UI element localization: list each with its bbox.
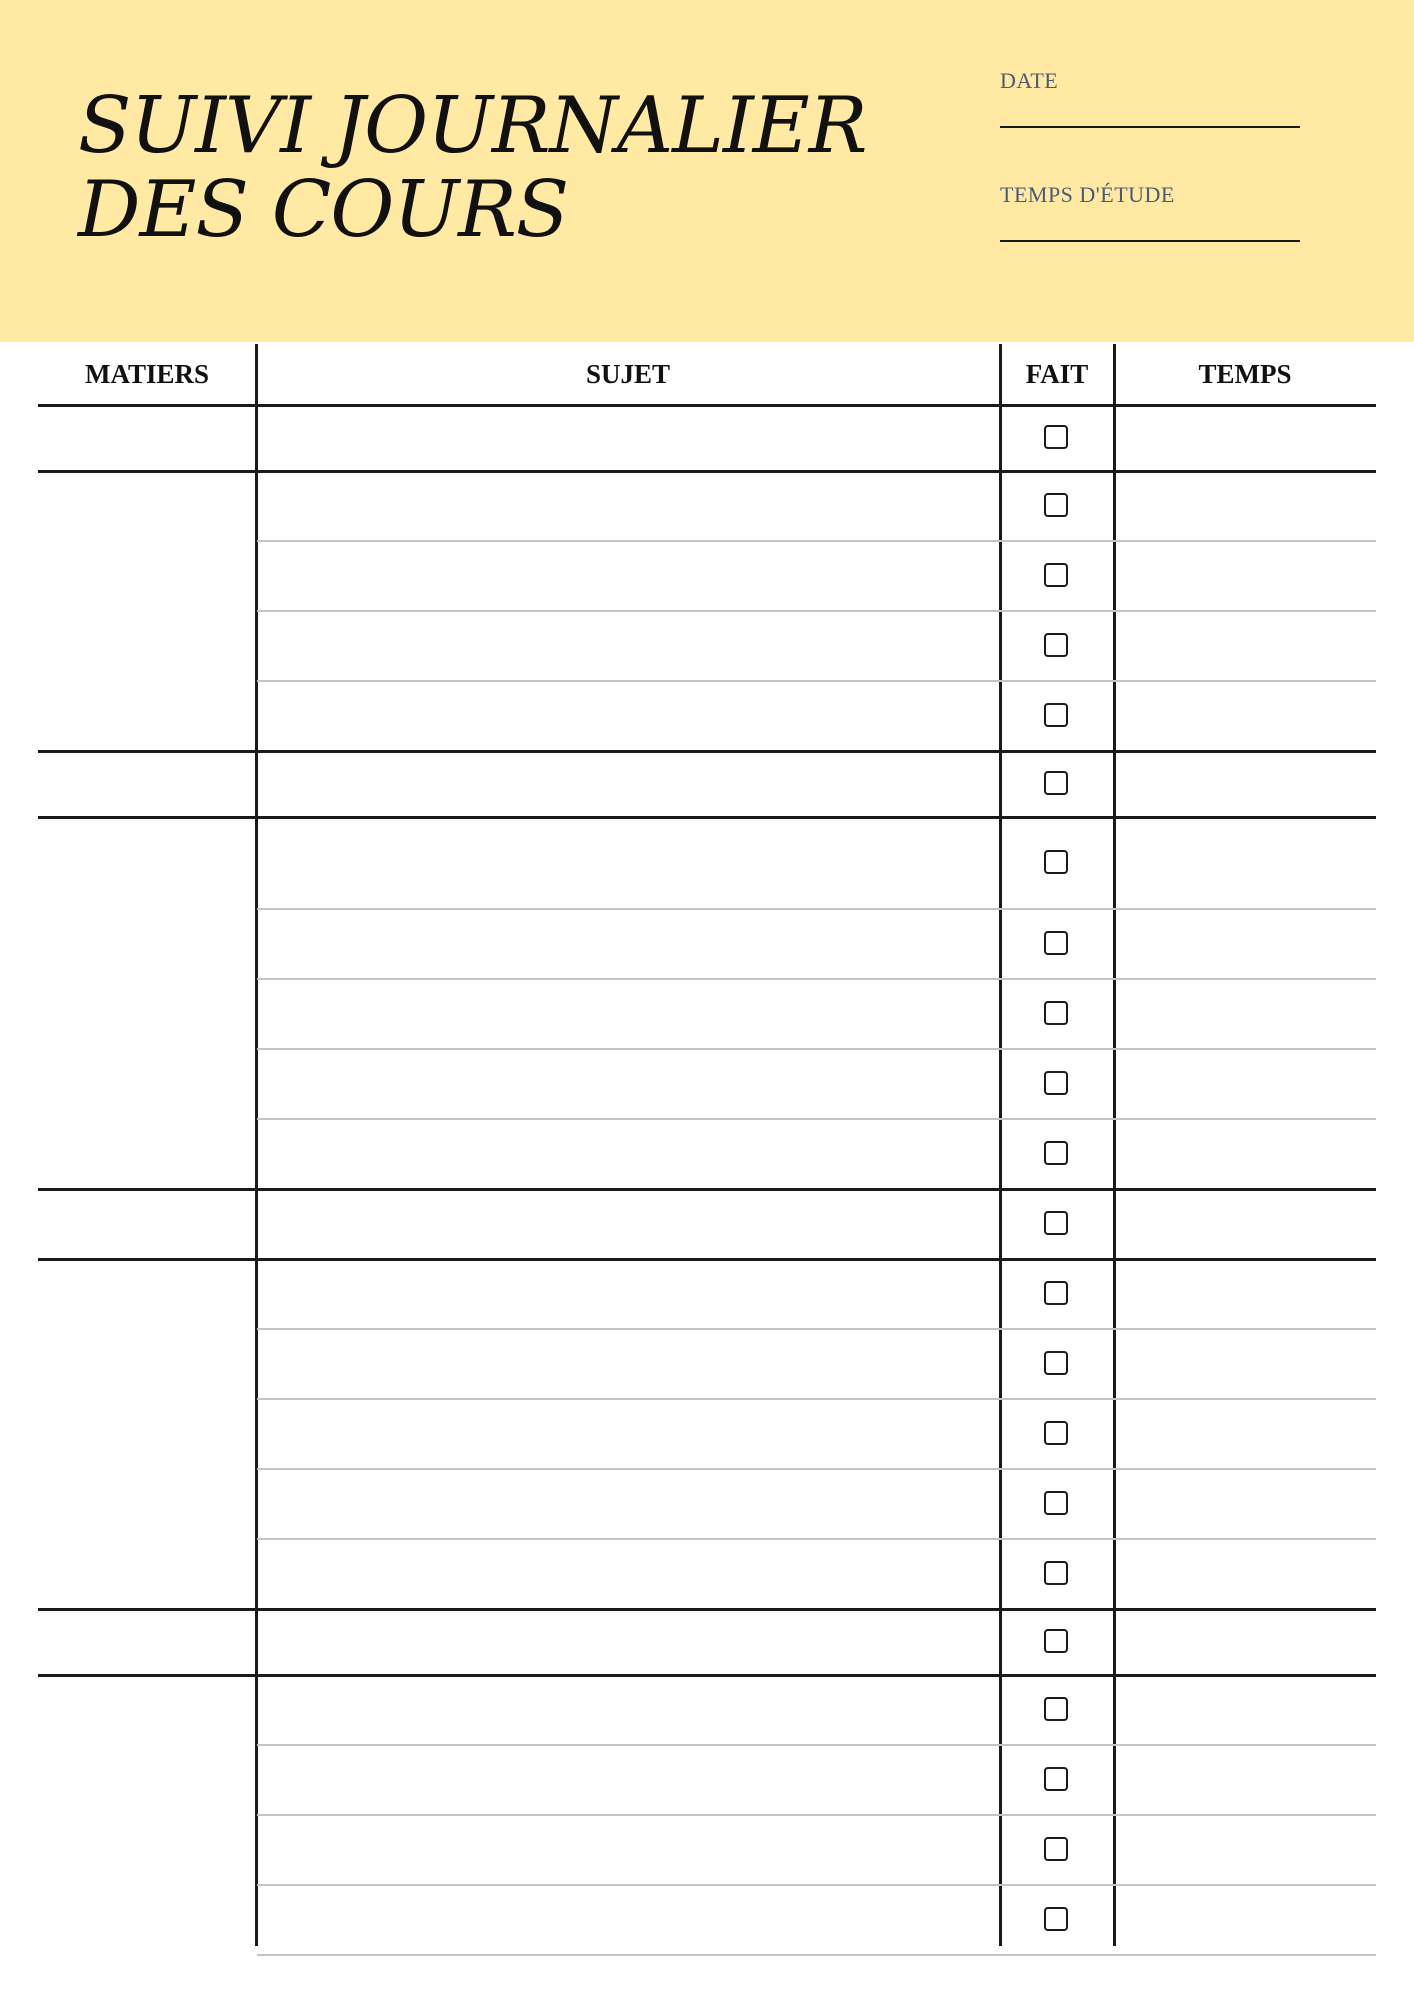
group-rule bbox=[38, 1674, 1376, 1677]
fait-checkbox[interactable] bbox=[1044, 1767, 1068, 1791]
row-rule bbox=[257, 1884, 1376, 1886]
column-divider bbox=[1113, 344, 1116, 1946]
fait-checkbox[interactable] bbox=[1044, 563, 1068, 587]
date-label: DATE bbox=[1000, 68, 1059, 93]
date-field[interactable] bbox=[1000, 126, 1300, 128]
study-time-field[interactable] bbox=[1000, 240, 1300, 242]
page-title bbox=[78, 81, 867, 255]
fait-checkbox[interactable] bbox=[1044, 1837, 1068, 1861]
row-rule bbox=[257, 1398, 1376, 1400]
fait-checkbox[interactable] bbox=[1044, 1211, 1068, 1235]
row-rule bbox=[257, 1468, 1376, 1470]
fait-checkbox[interactable] bbox=[1044, 931, 1068, 955]
fait-checkbox[interactable] bbox=[1044, 1141, 1068, 1165]
row-rule bbox=[257, 1538, 1376, 1540]
fait-checkbox[interactable] bbox=[1044, 633, 1068, 657]
fait-checkbox[interactable] bbox=[1044, 1907, 1068, 1931]
fait-checkbox[interactable] bbox=[1044, 1351, 1068, 1375]
column-header-temps: TEMPS bbox=[1198, 359, 1292, 389]
row-rule bbox=[257, 1328, 1376, 1330]
fait-checkbox[interactable] bbox=[1044, 703, 1068, 727]
row-rule bbox=[257, 610, 1376, 612]
group-rule bbox=[38, 470, 1376, 473]
fait-checkbox[interactable] bbox=[1044, 493, 1068, 517]
column-divider bbox=[255, 344, 258, 1946]
fait-checkbox[interactable] bbox=[1044, 1421, 1068, 1445]
title-line-2: DES COURS bbox=[78, 165, 569, 255]
row-rule bbox=[257, 1814, 1376, 1816]
header-rule bbox=[38, 404, 1376, 407]
fait-checkbox[interactable] bbox=[1044, 1629, 1068, 1653]
row-rule bbox=[257, 1048, 1376, 1050]
row-rule bbox=[257, 908, 1376, 910]
fait-checkbox[interactable] bbox=[1044, 1001, 1068, 1025]
fait-checkbox[interactable] bbox=[1044, 1561, 1068, 1585]
column-header-sujet: SUJET bbox=[585, 359, 671, 389]
course-tracker-table bbox=[0, 342, 1414, 2000]
group-rule bbox=[38, 816, 1376, 819]
group-rule bbox=[38, 1608, 1376, 1611]
fait-checkbox[interactable] bbox=[1044, 1281, 1068, 1305]
study-time-label: TEMPS D'ÉTUDE bbox=[1000, 182, 1175, 207]
title-line-1: SUIVI JOURNALIER bbox=[78, 81, 867, 171]
fait-checkbox[interactable] bbox=[1044, 771, 1068, 795]
fait-checkbox[interactable] bbox=[1044, 850, 1068, 874]
row-rule bbox=[257, 1744, 1376, 1746]
group-rule bbox=[38, 750, 1376, 753]
column-header-fait: FAIT bbox=[1025, 359, 1089, 389]
group-rule bbox=[38, 1188, 1376, 1191]
fait-checkbox[interactable] bbox=[1044, 425, 1068, 449]
column-divider bbox=[999, 344, 1002, 1946]
group-rule bbox=[38, 1258, 1376, 1261]
row-rule bbox=[257, 680, 1376, 682]
row-rule bbox=[257, 978, 1376, 980]
fait-checkbox[interactable] bbox=[1044, 1071, 1068, 1095]
header-band bbox=[0, 0, 1414, 342]
fait-checkbox[interactable] bbox=[1044, 1491, 1068, 1515]
row-rule bbox=[257, 540, 1376, 542]
row-rule bbox=[257, 1118, 1376, 1120]
fait-checkbox[interactable] bbox=[1044, 1697, 1068, 1721]
column-header-matiers: MATIERS bbox=[84, 359, 210, 389]
row-rule bbox=[257, 1954, 1376, 1956]
